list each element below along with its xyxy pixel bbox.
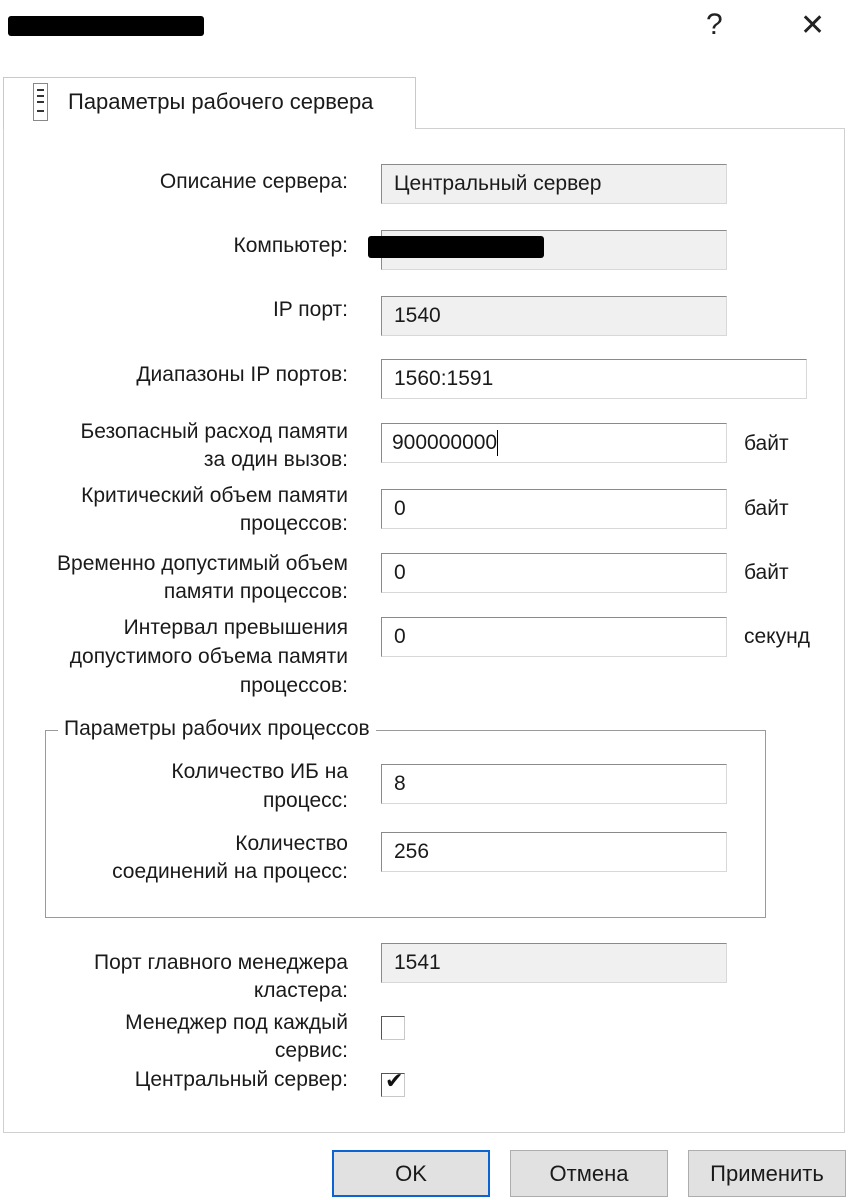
cluster-manager-port-label-line1: Порт главного менеджера [94,951,348,974]
ok-button[interactable]: OK [332,1150,490,1197]
computer-name-redacted [368,236,544,258]
critical-memory-label-line1: Критический объем памяти [81,484,348,507]
temp-memory-unit: байт [744,561,789,584]
manager-per-service-checkbox[interactable] [381,1016,405,1040]
ip-port-ranges-input[interactable]: 1560:1591 [381,359,807,399]
worker-params-groupbox [45,730,766,918]
window-title-redacted [8,16,204,36]
exceed-interval-label-line3: процессов: [239,674,348,697]
help-button[interactable]: ? [706,8,723,41]
critical-memory-input[interactable]: 0 [381,489,727,529]
temp-memory-label-line2: памяти процессов: [163,580,348,603]
safe-memory-value: 900000000 [392,431,498,454]
ib-per-process-label-line1: Количество ИБ на [171,760,348,783]
worker-params-title: Параметры рабочих процессов [58,717,376,741]
description-field[interactable]: Центральный сервер [381,164,727,204]
critical-memory-unit: байт [744,497,789,520]
temp-memory-input[interactable]: 0 [381,553,727,593]
critical-memory-label-line2: процессов: [239,512,348,535]
manager-per-service-label-line2: сервис: [274,1039,348,1062]
server-icon [33,83,48,121]
cancel-button[interactable]: Отмена [510,1150,668,1197]
safe-memory-label-line1: Безопасный расход памяти [80,420,348,443]
central-server-label: Центральный сервер: [134,1068,348,1091]
tab-label: Параметры рабочего сервера [68,89,374,114]
ib-per-process-label-line2: процесс: [262,789,348,812]
exceed-interval-input[interactable]: 0 [381,617,727,657]
exceed-interval-label-line2: допустимого объема памяти [69,645,348,668]
safe-memory-label-line2: за один вызов: [203,448,348,471]
cluster-manager-port-label-line2: кластера: [253,979,348,1002]
connections-per-process-label-line2: соединений на процесс: [112,860,348,883]
temp-memory-label-line1: Временно допустимый объем [57,552,348,575]
apply-button[interactable]: Применить [688,1150,846,1197]
exceed-interval-unit: секунд [744,625,810,648]
manager-per-service-label-line1: Менеджер под каждый [125,1011,348,1034]
safe-memory-input[interactable] [381,423,727,463]
ip-port-ranges-label: Диапазоны IP портов: [136,363,348,386]
cluster-manager-port-field[interactable]: 1541 [381,943,727,983]
tab-server-parameters[interactable] [3,77,416,129]
connections-per-process-input[interactable]: 256 [381,832,727,872]
ib-per-process-input[interactable]: 8 [381,764,727,804]
computer-label: Компьютер: [233,234,348,257]
text-cursor [497,430,498,456]
exceed-interval-label-line1: Интервал превышения [123,616,348,639]
ip-port-label: IP порт: [272,298,348,321]
close-button[interactable]: ✕ [800,9,826,42]
safe-memory-unit: байт [744,432,789,455]
connections-per-process-label-line1: Количество [235,832,348,855]
description-label: Описание сервера: [159,170,348,193]
checkmark-icon: ✔ [385,1068,404,1093]
central-server-checkbox[interactable] [381,1068,405,1097]
ip-port-field[interactable]: 1540 [381,296,727,336]
